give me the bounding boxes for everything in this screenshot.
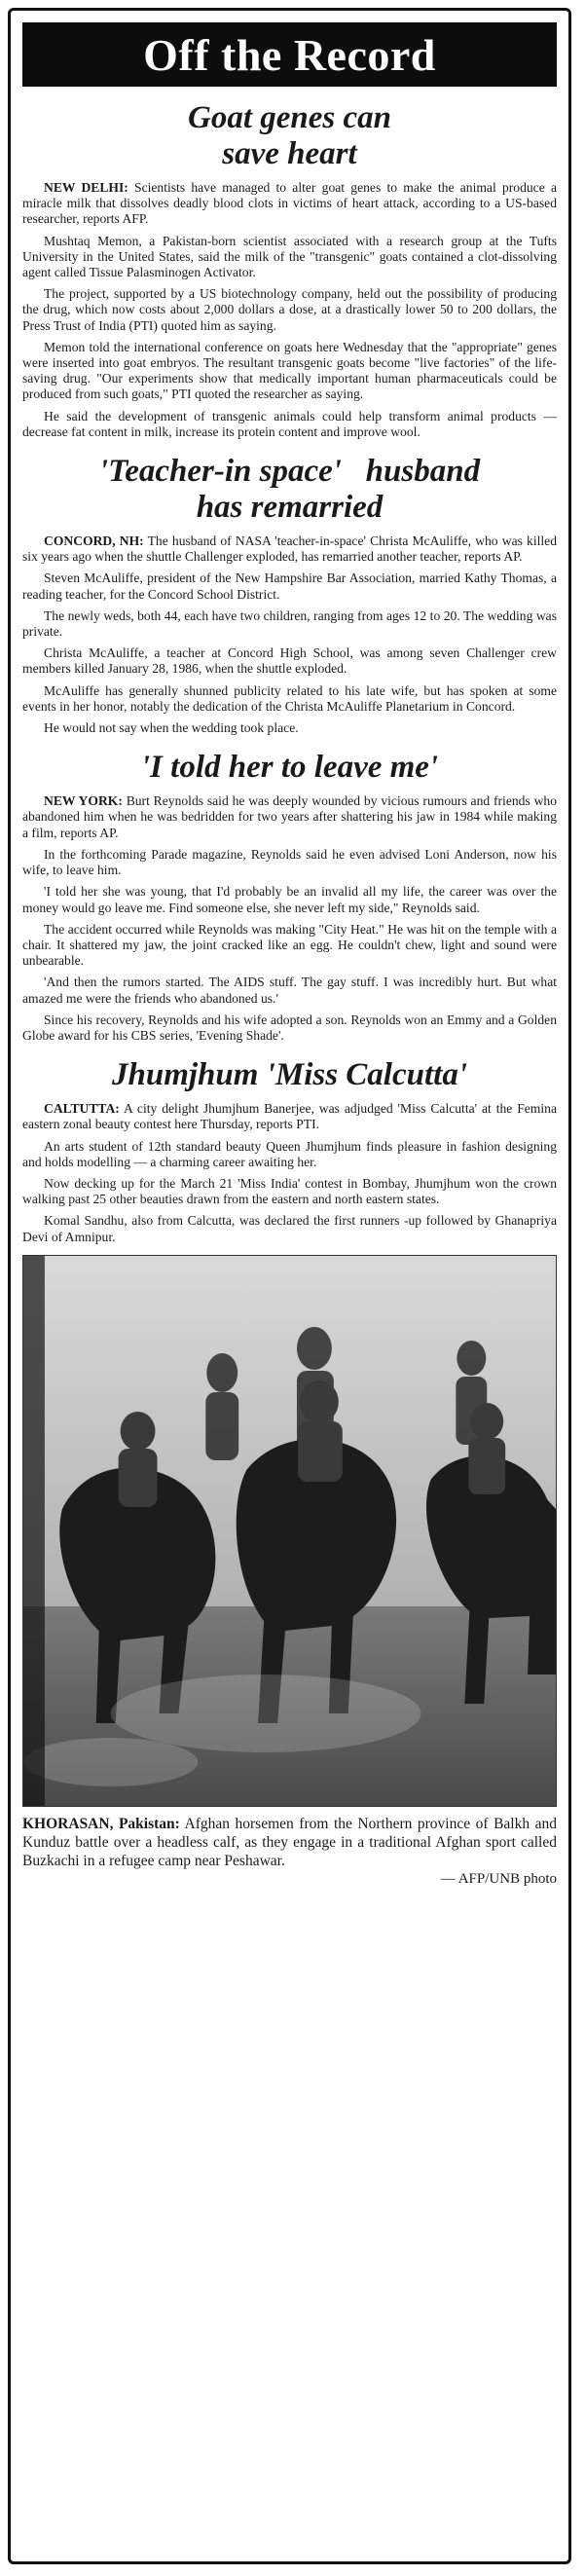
- article-paragraph: The newly weds, both 44, each have two children, ranging from ages 12 to 20. The wedding was private.: [22, 607, 557, 640]
- article-told-her-to-leave: [22, 750, 557, 1044]
- dateline: NEW YORK:: [44, 793, 123, 809]
- article-headline: [22, 750, 557, 786]
- headline-line: Jhumjhum 'Miss Calcutta': [112, 1057, 467, 1093]
- horsemen-photo-illustration: [23, 1256, 556, 1806]
- paragraph-text: Burt Reynolds said he was deeply wounded by vicious rumours and friends who abandoned him when he was bedridden for two years after shattering his jaw in 1984 while making a film, reports AP.: [22, 793, 557, 840]
- article-paragraph: McAuliffe has generally shunned publicity related to his late wife, but has spoken at some events in her honor, notably the dedication of the Christa McAuliffe Planetarium in Concord.: [22, 682, 557, 714]
- article-paragraph: Komal Sandhu, also from Calcutta, was declared the first runners -up followed by Ghanapriya Devi of Amnipur.: [22, 1213, 557, 1244]
- dateline: CALTUTTA:: [44, 1101, 120, 1117]
- photo-caption: [22, 1815, 557, 1889]
- article-teacher-in-space: [22, 454, 557, 736]
- article-headline: [22, 100, 557, 172]
- dateline: CONCORD, NH:: [44, 534, 144, 549]
- article-paragraph: Memon told the international conference on goats here Wednesday that the "appropriate" genes were inserted into goat embryos. The resultant transgenic goats become "live factories" of the life-saving drug. "Our experiments show that medically important human pharmaceuticals could be produced from such goats," PTI quoted the researcher as saying.: [22, 339, 557, 402]
- headline-line: has remarried: [196, 490, 384, 526]
- newspaper-column: [8, 8, 571, 2564]
- article-headline: [22, 1057, 557, 1093]
- article-paragraph: [22, 1101, 557, 1132]
- article-paragraph: 'And then the rumors started. The AIDS stuff. The gay stuff. I was incredibly hurt. But what amazed me were the friends who abandoned us.': [22, 975, 557, 1006]
- column-content: [11, 100, 568, 1889]
- article-paragraph: The accident occurred while Reynolds was making "City Heat." He was hit on the temple with a chair. It shattered my jaw, the joint cracked like an egg. He couldn't chew, light and sound were unbearable.: [22, 921, 557, 969]
- article-paragraph: Since his recovery, Reynolds and his wife adopted a son. Reynolds won an Emmy and a Golden Globe award for his CBS series, 'Evening Shade'.: [22, 1012, 557, 1043]
- caption-place: KHORASAN, Pakistan:: [22, 1815, 180, 1832]
- page-title: Off the Record: [22, 22, 557, 87]
- photo-credit: — AFP/UNB photo: [440, 1870, 557, 1887]
- article-paragraph: Steven McAuliffe, president of the New Hampshire Bar Association, married Kathy Thomas, a reading teacher, for the Concord School District.: [22, 570, 557, 602]
- article-paragraph: Christa McAuliffe, a teacher at Concord High School, was among seven Challenger crew members killed January 28, 1986, when the shuttle exploded.: [22, 645, 557, 677]
- article-paragraph: An arts student of 12th standard beauty Queen Jhumjhum finds pleasure in fashion designing and holds modelling — a charming career awaiting her.: [22, 1138, 557, 1169]
- article-paragraph: The project, supported by a US biotechnology company, held out the possibility of producing the drug, which now costs about 2,000 dollars a dose, at a drastically lower 50 to 200 dollars, the Press Trust of India (PTI) quoted him as saying.: [22, 286, 557, 333]
- caption-text: Afghan horsemen from the Northern province of Balkh and Kunduz battle over a headless calf, as they engage in a traditional Afghan sport called Buzkachi in a refugee camp near Peshawar.: [22, 1815, 557, 1869]
- article-miss-calcutta: [22, 1057, 557, 1245]
- article-paragraph: He would not say when the wedding took place.: [44, 720, 299, 736]
- paragraph-text: The husband of NASA 'teacher-in-space' Christa McAuliffe, who was killed six years ago when the shuttle Challenger exploded, has remarried another teacher, reports AP.: [22, 534, 558, 565]
- article-paragraph: [22, 534, 557, 565]
- article-paragraph: Mushtaq Memon, a Pakistan-born scientist associated with a research group at the Tufts University in the United States, said the milk of the "transgenic" goats contained a clot-dissolving agent called Tissue Palasminogen Activator.: [22, 233, 557, 280]
- paragraph-text: A city delight Jhumjhum Banerjee, was adjudged 'Miss Calcutta' at the Femina eastern zonal beauty contest here Thursday, reports PTI.: [22, 1101, 557, 1132]
- article-paragraph: In the forthcoming Parade magazine, Reynolds said he even advised Loni Anderson, now his wife, to leave him.: [22, 846, 557, 878]
- headline-line: 'I told her to leave me': [140, 750, 439, 786]
- article-paragraph: [22, 793, 557, 841]
- article-paragraph: Now decking up for the March 21 'Miss India' contest in Bombay, Jhumjhum won the crown walking past 25 other beauties drawn from the eastern and north eastern states.: [22, 1175, 557, 1207]
- headline-line: save heart: [222, 136, 357, 171]
- article-goat-genes: [22, 100, 557, 440]
- article-paragraph: 'I told her she was young, that I'd probably be an invalid all my life, the career was over the money would go leave me. Find someone else, she never left my side," Reynolds said.: [22, 884, 557, 915]
- paragraph-text: Scientists have managed to alter goat genes to make the animal produce a miracle milk that dissolves deadly blood clots in victims of heart attack, according to a US-based researcher, reports AFP.: [22, 180, 557, 227]
- dateline: NEW DELHI:: [44, 180, 128, 195]
- headline-line: 'Teacher-in space' husband: [98, 454, 481, 490]
- news-photo: [22, 1255, 557, 1807]
- article-headline: [22, 454, 557, 526]
- headline-line: Goat genes can: [188, 100, 391, 135]
- article-paragraph: He said the development of transgenic animals could help transform animal products — decrease fat content in milk, increase its protein content and improve wool.: [22, 408, 557, 439]
- article-paragraph: [22, 180, 557, 228]
